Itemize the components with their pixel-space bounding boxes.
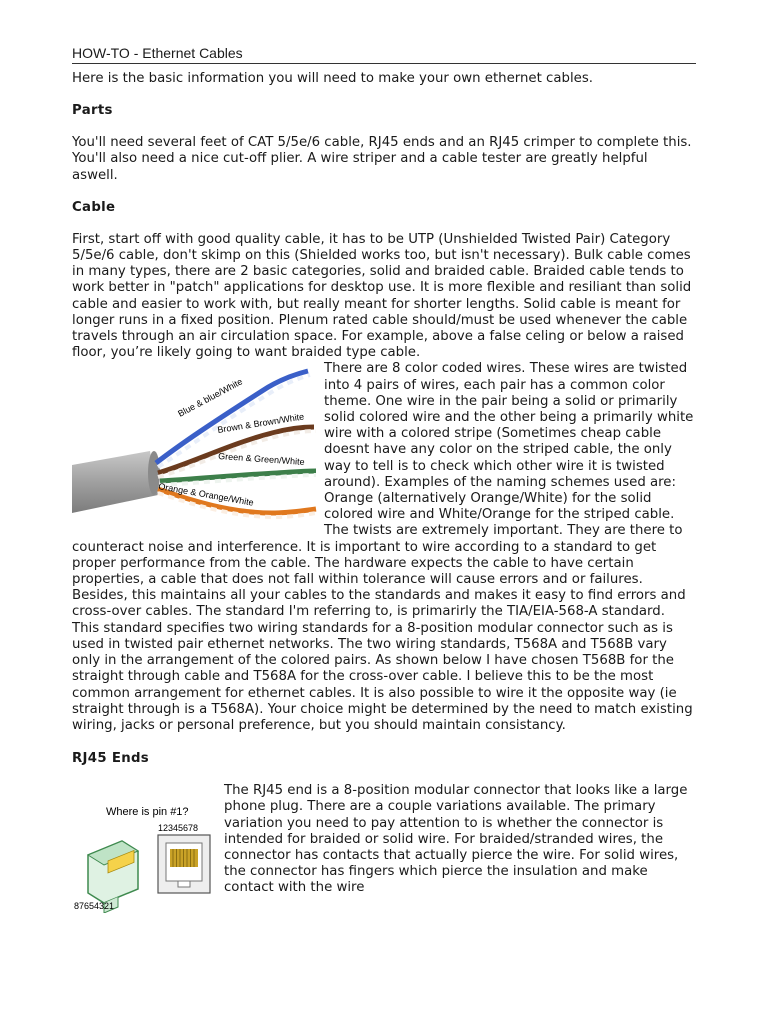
parts-heading: Parts [72, 103, 113, 119]
twisted-pair-cable-icon [72, 363, 318, 523]
pins-left-label: 87654321 [74, 901, 115, 912]
intro-paragraph: Here is the basic information you will need to make your own ethernet cables. [72, 71, 593, 86]
rj45-heading: RJ45 Ends [72, 751, 150, 767]
label-orange: Orange & Orange/White [157, 481, 255, 509]
rj45-illustration [72, 799, 218, 917]
cable-paragraph-1: First, start off with good quality cable, it has to be UTP (Unshielded Twisted Pair) Category 5/5e/6 cable, don't skimp on this (Shielded works too, but isn't necessary). Bulk cable comes in many types, there are 2 basic categories, solid and braided cable. Braided cable tends to work better in "patch" applications for desktop use. It is more flexible and resiliant than solid cable and easier to work with, but really meant for shorter lengths. Solid cable is meant for longer runs in a fixed position. Plenum rated cable should/must be used whenever the cable travels through an air circulation space. For example, above a false celing or below a raised floor, you’re likely going to want braided type cable. [72, 231, 692, 361]
document-header: HOW-TO - Ethernet Cables [72, 44, 696, 64]
label-green: Green & Green/White [217, 451, 305, 468]
cable-illustration [72, 361, 318, 527]
document-page [72, 44, 696, 917]
rj45-paragraph: The RJ45 end is a 8-position modular connector that looks like a large phone plug. There are a couple variations available. The primary variation you need to pay attention to is whether the connector is intended for braided or solid wire. For braided/stranded wires, the connector has contacts that actually pierce the wire. For solid wires, the connector has fingers which pierce the insulation and make contact with the wire [224, 783, 688, 896]
rj45-image-title: Where is pin #1? [106, 806, 189, 819]
label-blue: Blue & blue/White [176, 376, 245, 420]
label-brown: Brown & Brown/White [216, 411, 305, 436]
rj45-pin-diagram-icon [72, 803, 218, 913]
cable-heading: Cable [72, 199, 116, 215]
pins-right-label: 12345678 [158, 823, 199, 834]
cable-paragraph-2: There are 8 color coded wires. These wires are twisted into 4 pairs of wires, each pair has a common color theme. One wire in the pair being a solid or primarily solid colored wire and the other being a primarily white wire with a colored stripe (Sometimes cheap cable doesnt have any color on the striped cable, the only way to tell is to check which other wire it is twisted around). Examples of the naming schemes used are: Orange (alternatively Orange/White) for the solid colored wire and White/Orange for the striped cable. The twists are extremely important. They are there to counteract noise and interference. It is important to wire according to a standard to get proper performance from the cable. The hardware expects the cable to have certain properties, a cable that does not fall within tolerance will cause errors and or failures. Besides, this maintains all your cables to the standards and makes it easy to find errors and cross-over cables. The standard I'm referring to, is primarirly the TIA/EIA-568-A standard. This standard specifies two wiring standards for a 8-position modular connector such as is used in twisted pair ethernet networks. The two wiring standards, T568A and T568B vary only in the arrangement of the colored pairs. As shown below I have chosen T568B for the straight through cable and T568A for the cross-over cable. I believe this to be the most common arrangement for ethernet cables. It is also possible to wire it the opposite way (ie straight through is a T568A). Your choice might be determined by the need to match existing wiring, jacks or personal preference, but you should maintain consistancy. [72, 361, 694, 733]
parts-paragraph: You'll need several feet of CAT 5/5e/6 cable, RJ45 ends and an RJ45 crimper to complete this. You'll also need a nice cut-off plier. A wire striper and a cable tester are greatly helpful aswell. [72, 135, 692, 183]
